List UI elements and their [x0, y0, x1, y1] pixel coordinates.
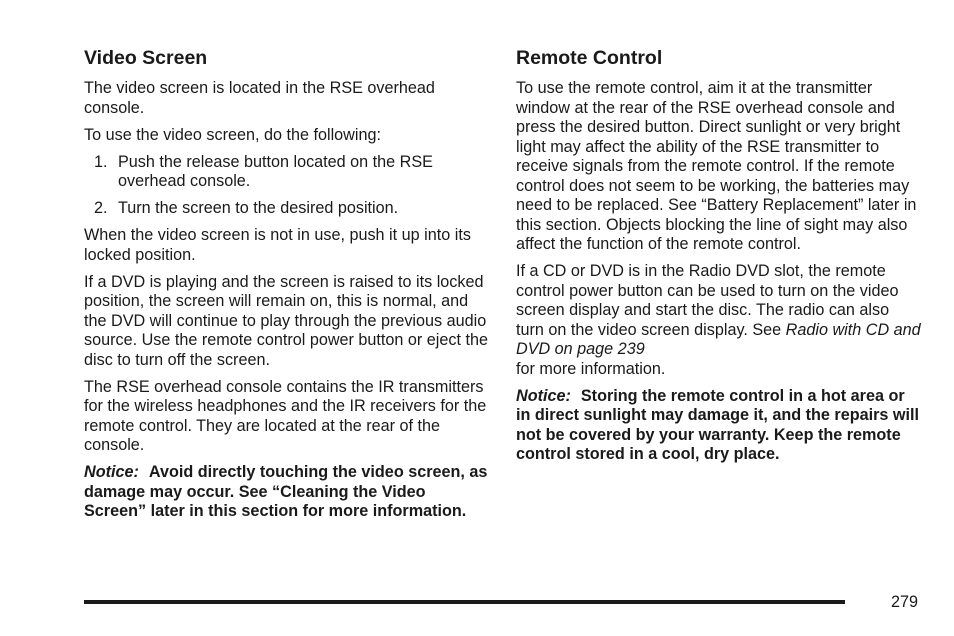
paragraph: When the video screen is not in use, push it up into its locked position.: [84, 226, 471, 264]
notice: [84, 463, 489, 522]
paragraph: The RSE overhead console contains the IR transmitters for the wireless headphones and the IR receivers for the remote control. They are located at the rear of the console.: [84, 377, 487, 454]
left-column: [84, 46, 489, 529]
page-number: 279: [890, 593, 918, 611]
paragraph: To use the video screen, do the following:: [84, 125, 381, 144]
footer-rule: [84, 600, 845, 604]
list-item: [84, 153, 489, 192]
notice-label: Notice:: [84, 463, 139, 481]
notice-text: Storing the remote control in a hot area or in direct sunlight may damage it, and the repairs will not be covered by your warranty. Keep the remote control stored in a cool, dry place.: [516, 386, 919, 463]
step-text: Push the release button located on the RSE overhead console.: [118, 152, 433, 190]
remote-control-heading: Remote Control: [516, 47, 663, 69]
list-item: [84, 199, 489, 219]
notice: [516, 387, 921, 465]
cross-reference: Radio with CD and DVD on page 239: [516, 320, 921, 358]
paragraph: [516, 262, 921, 379]
step-number: 2.: [94, 199, 108, 217]
step-number: 1.: [94, 152, 108, 171]
steps-list: [84, 153, 489, 219]
paragraph-text: for more information.: [516, 359, 666, 378]
paragraph: To use the remote control, aim it at the transmitter window at the rear of the RSE overhead console and press the desired button. Direct sunlight or very bright light may affect the ability of the RSE transmitter to receive signals from the remote control. If the remote control does not seem to be working, the batteries may need to be replaced. See “Battery Replacement” later in this section. Objects blocking the line of sight may also affect the function of the remote control.: [516, 79, 917, 253]
paragraph-text: If a CD or DVD is in the Radio DVD slot, the remote control power button can be used to turn on the video screen display and start the disc. The radio can also turn on the video screen display. See: [516, 262, 899, 339]
step-text: Turn the screen to the desired position.: [118, 199, 399, 217]
video-screen-heading: Video Screen: [84, 47, 208, 69]
notice-label: Notice:: [516, 386, 571, 405]
notice-text: Avoid directly touching the video screen, as damage may occur. See “Cleaning the Video Screen” later in this section for more information.: [84, 463, 488, 520]
paragraph: The video screen is located in the RSE overhead console.: [84, 79, 435, 117]
paragraph: If a DVD is playing and the screen is raised to its locked position, the screen will remain on, this is normal, and the DVD will continue to play through the previous audio source. Use the remote control power button or eject the disc to turn off the screen.: [84, 272, 488, 369]
right-column: [516, 46, 921, 472]
